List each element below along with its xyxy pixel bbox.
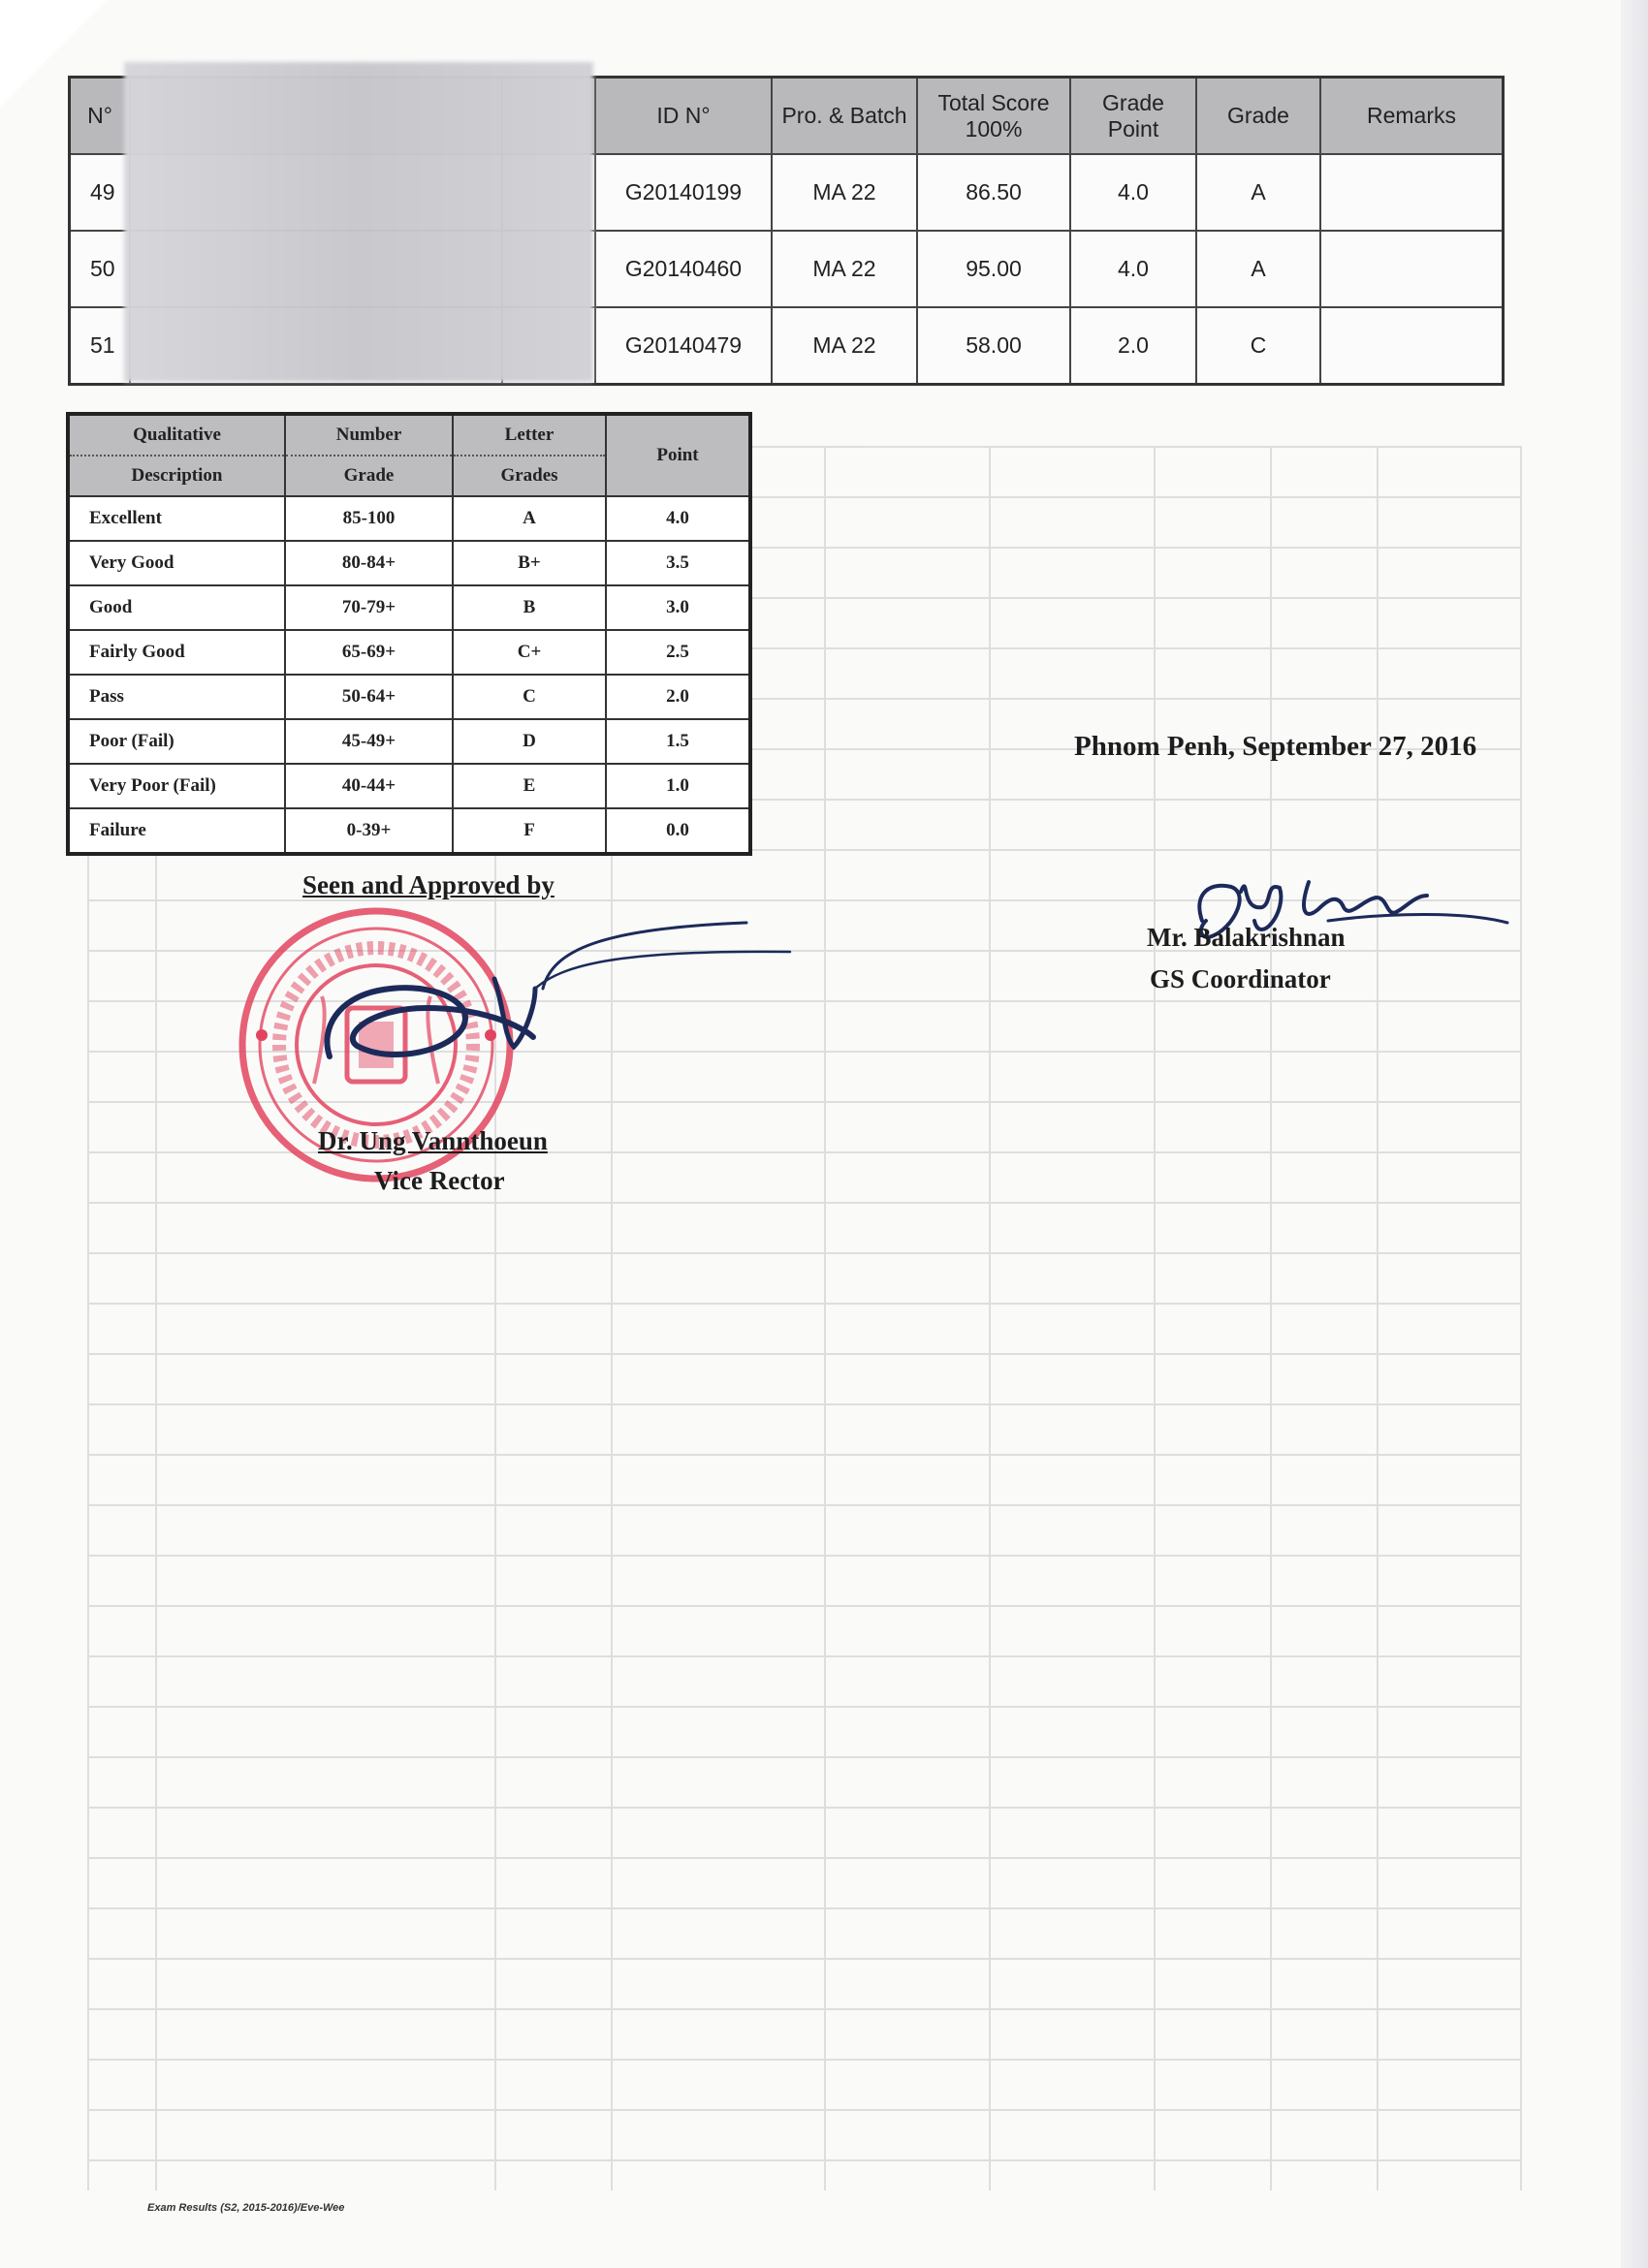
scale-letter-grade: C	[453, 675, 606, 719]
ghost-col-line	[1154, 446, 1156, 2190]
row-number: 49	[70, 154, 131, 231]
ghost-row-line	[87, 2159, 1522, 2161]
scale-point: 1.5	[606, 719, 750, 764]
scale-point: 2.5	[606, 630, 750, 675]
scale-letter-grade: A	[453, 496, 606, 541]
scale-description: Good	[68, 585, 285, 630]
ghost-row-line	[87, 1655, 1522, 1657]
col-header-no: N°	[70, 78, 131, 155]
ghost-row-line	[87, 2059, 1522, 2061]
student-id: G20140460	[595, 231, 772, 307]
ghost-row-line	[87, 1403, 1522, 1405]
scale-score-range: 70-79+	[285, 585, 453, 630]
total-score: 86.50	[917, 154, 1070, 231]
scale-description: Pass	[68, 675, 285, 719]
scale-description: Excellent	[68, 496, 285, 541]
coordinator-name: Mr. Balakrishnan	[1147, 923, 1346, 952]
grading-scale-table	[66, 412, 752, 856]
scale-score-range: 80-84+	[285, 541, 453, 585]
ghost-row-line	[87, 1857, 1522, 1859]
ghost-col-line	[824, 446, 826, 2190]
ghost-col-line	[1270, 446, 1272, 2190]
scale-point: 2.0	[606, 675, 750, 719]
grade-point: 4.0	[1070, 231, 1196, 307]
scale-header-number: Number	[285, 414, 453, 456]
student-id: G20140479	[595, 307, 772, 385]
vice-rector-title: Vice Rector	[374, 1166, 505, 1195]
col-header-grade: Grade	[1196, 78, 1320, 155]
place-and-date: Phnom Penh, September 27, 2016	[1074, 731, 1477, 762]
scale-letter-grade: D	[453, 719, 606, 764]
ghost-row-line	[87, 1807, 1522, 1809]
remarks	[1320, 154, 1504, 231]
scale-letter-grade: F	[453, 808, 606, 854]
scale-score-range: 40-44+	[285, 764, 453, 808]
scale-score-range: 50-64+	[285, 675, 453, 719]
scale-header-letter: Letter	[453, 414, 606, 456]
grade-point: 2.0	[1070, 307, 1196, 385]
scale-row	[68, 541, 750, 585]
scale-score-range: 65-69+	[285, 630, 453, 675]
program-batch: MA 22	[772, 231, 917, 307]
ghost-col-line	[989, 446, 991, 2190]
vice-rector-signature	[310, 911, 795, 1105]
letter-grade: A	[1196, 231, 1320, 307]
scale-header-description: Description	[68, 456, 285, 496]
scale-point: 1.0	[606, 764, 750, 808]
scale-row	[68, 630, 750, 675]
seal-star-left	[256, 1029, 268, 1041]
scale-row	[68, 675, 750, 719]
ghost-row-line	[87, 1958, 1522, 1960]
ghost-row-line	[87, 1706, 1522, 1708]
remarks	[1320, 307, 1504, 385]
scale-score-range: 85-100	[285, 496, 453, 541]
scale-description: Very Poor (Fail)	[68, 764, 285, 808]
total-score: 58.00	[917, 307, 1070, 385]
scale-letter-grade: E	[453, 764, 606, 808]
scale-point: 3.0	[606, 585, 750, 630]
col-header-id: ID N°	[595, 78, 772, 155]
ghost-col-line	[1520, 446, 1522, 2190]
scale-point: 4.0	[606, 496, 750, 541]
scale-description: Very Good	[68, 541, 285, 585]
scale-score-range: 45-49+	[285, 719, 453, 764]
coordinator-title: GS Coordinator	[1150, 964, 1331, 993]
scale-header-grade: Grade	[285, 456, 453, 496]
student-id: G20140199	[595, 154, 772, 231]
scale-row	[68, 808, 750, 854]
scale-letter-grade: B+	[453, 541, 606, 585]
letter-grade: C	[1196, 307, 1320, 385]
scale-score-range: 0-39+	[285, 808, 453, 854]
program-batch: MA 22	[772, 307, 917, 385]
row-number: 51	[70, 307, 131, 385]
scale-row	[68, 764, 750, 808]
scale-description: Failure	[68, 808, 285, 854]
ghost-row-line	[87, 1202, 1522, 1204]
scale-row	[68, 719, 750, 764]
approval-heading: Seen and Approved by	[302, 870, 555, 899]
program-batch: MA 22	[772, 154, 917, 231]
scale-letter-grade: B	[453, 585, 606, 630]
ghost-row-line	[87, 1555, 1522, 1557]
scale-row	[68, 585, 750, 630]
col-header-remarks: Remarks	[1320, 78, 1504, 155]
scale-point: 3.5	[606, 541, 750, 585]
scale-letter-grade: C+	[453, 630, 606, 675]
page-edge	[1621, 0, 1648, 2268]
redaction-blur	[124, 62, 593, 382]
scale-header-point: Point	[606, 414, 750, 496]
col-header-grade-point: Grade Point	[1070, 78, 1196, 155]
ghost-row-line	[87, 1907, 1522, 1909]
scale-header-qualitative: Qualitative	[68, 414, 285, 456]
ghost-row-line	[87, 1353, 1522, 1355]
scale-description: Fairly Good	[68, 630, 285, 675]
remarks	[1320, 231, 1504, 307]
row-number: 50	[70, 231, 131, 307]
scale-header-grades: Grades	[453, 456, 606, 496]
letter-grade: A	[1196, 154, 1320, 231]
ghost-row-line	[87, 1252, 1522, 1254]
ghost-row-line	[87, 2008, 1522, 2010]
ghost-row-line	[87, 1605, 1522, 1607]
footer-document-reference: Exam Results (S2, 2015-2016)/Eve-Wee	[147, 2202, 345, 2214]
scale-header-row-1	[68, 414, 750, 456]
scale-description: Poor (Fail)	[68, 719, 285, 764]
ghost-row-line	[87, 1504, 1522, 1506]
ghost-row-line	[87, 2109, 1522, 2111]
total-score: 95.00	[917, 231, 1070, 307]
col-header-batch: Pro. & Batch	[772, 78, 917, 155]
ghost-col-line	[1377, 446, 1379, 2190]
vice-rector-name: Dr. Ung Vannthoeun	[318, 1126, 548, 1155]
ghost-row-line	[87, 1303, 1522, 1305]
col-header-total-score: Total Score 100%	[917, 78, 1070, 155]
ghost-row-line	[87, 1756, 1522, 1758]
ghost-row-line	[87, 1454, 1522, 1456]
scale-point: 0.0	[606, 808, 750, 854]
scale-row	[68, 496, 750, 541]
grade-point: 4.0	[1070, 154, 1196, 231]
